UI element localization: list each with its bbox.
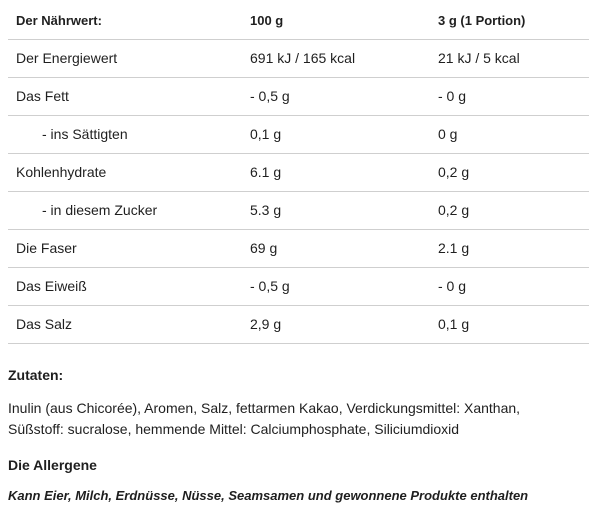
row-per-portion: 2.1 g — [438, 240, 470, 256]
ingredients-heading: Zutaten: — [8, 367, 64, 383]
row-label: Das Eiweiß — [16, 278, 87, 294]
header-per-portion: 3 g (1 Portion) — [438, 13, 526, 28]
row-per-100g: 0,1 g — [250, 126, 282, 142]
row-label: Das Fett — [16, 88, 69, 104]
row-per-100g: 69 g — [250, 240, 278, 256]
row-label: - in diesem Zucker — [42, 202, 158, 218]
table-row — [8, 230, 589, 268]
row-per-100g: 691 kJ / 165 kcal — [250, 50, 356, 66]
table-row — [8, 306, 589, 344]
table-row — [8, 40, 589, 78]
table-row — [8, 268, 589, 306]
row-per-portion: 0,2 g — [438, 202, 470, 218]
row-per-portion: - 0 g — [438, 88, 467, 104]
table-row — [8, 154, 589, 192]
row-per-portion: 0,2 g — [438, 164, 470, 180]
row-label: Die Faser — [16, 240, 77, 256]
row-per-portion: 0 g — [438, 126, 458, 142]
header-nutrient: Der Nährwert: — [16, 13, 102, 28]
allergens-text: Kann Eier, Milch, Erdnüsse, Nüsse, Seamsamen und gewonnene Produkte enthalten — [8, 488, 529, 503]
allergens-heading: Die Allergene — [8, 457, 97, 473]
row-label: - ins Sättigten — [42, 126, 128, 142]
row-per-portion: - 0 g — [438, 278, 467, 294]
row-per-100g: 2,9 g — [250, 316, 282, 332]
nutrition-table-header — [8, 4, 589, 40]
row-per-100g: 6.1 g — [250, 164, 282, 180]
row-per-portion: 0,1 g — [438, 316, 470, 332]
row-per-100g: 5.3 g — [250, 202, 282, 218]
row-per-100g: - 0,5 g — [250, 278, 290, 294]
row-per-100g: - 0,5 g — [250, 88, 290, 104]
row-label: Kohlenhydrate — [16, 164, 107, 180]
ingredients-text: Inulin (aus Chicorée), Aromen, Salz, fettarmen Kakao, Verdickungsmittel: Xanthan, Süßstoff: sucralose, hemmende Mittel: Calciumphosphate, Siliciumdioxid — [8, 400, 521, 437]
header-per-100g: 100 g — [250, 13, 284, 28]
row-label: Der Energiewert — [16, 50, 118, 66]
table-row — [8, 192, 589, 230]
row-label: Das Salz — [16, 316, 73, 332]
nutrition-table — [8, 4, 589, 344]
table-row — [8, 116, 589, 154]
table-row — [8, 78, 589, 116]
row-per-portion: 21 kJ / 5 kcal — [438, 50, 520, 66]
